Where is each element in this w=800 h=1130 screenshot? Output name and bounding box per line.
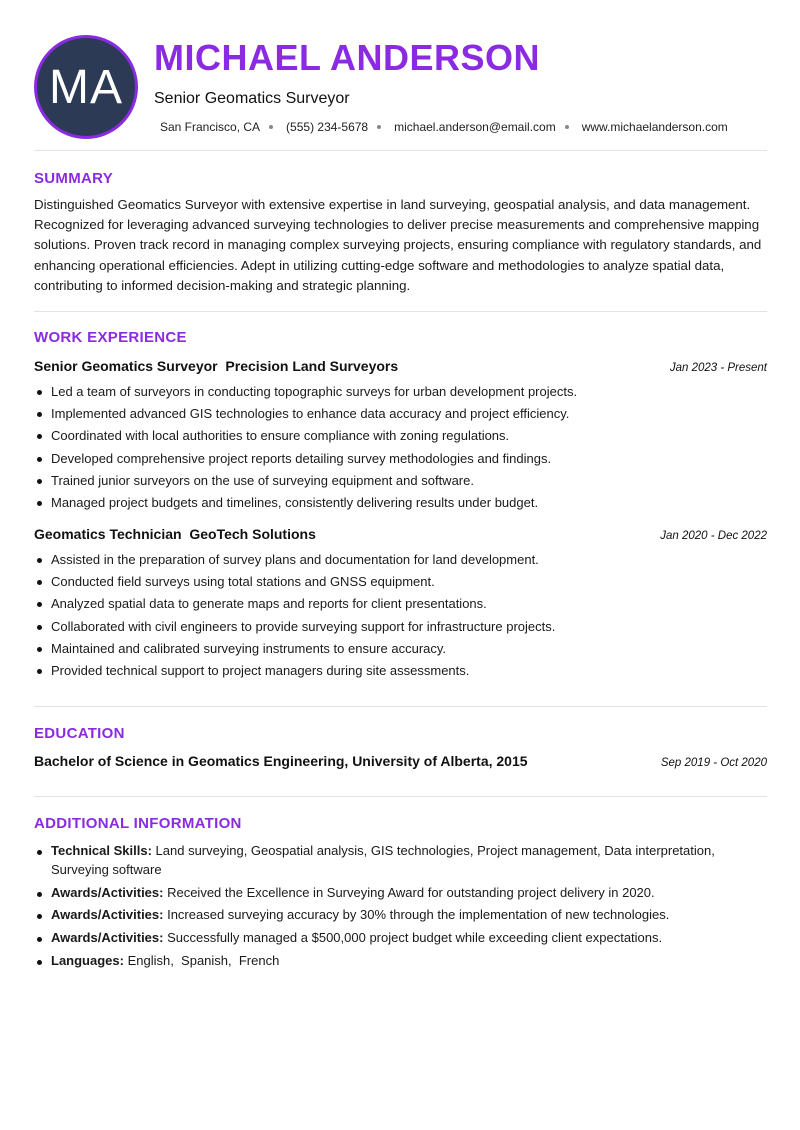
education-entry: [34, 753, 767, 769]
job-header: [34, 526, 767, 542]
candidate-name: MICHAEL ANDERSON: [154, 37, 541, 78]
job-bullets: [34, 549, 767, 682]
divider: [34, 796, 767, 797]
education-dates: Sep 2019 - Oct 2020: [660, 757, 767, 769]
contact-website[interactable]: www.michaelanderson.com: [581, 120, 728, 134]
item-label: Awards/Activities:: [51, 907, 164, 922]
item-text: Successfully managed a $500,000 project budget while exceeding client expectations.: [163, 929, 663, 945]
additional-heading: ADDITIONAL INFORMATION: [34, 815, 242, 832]
education-heading: EDUCATION: [34, 725, 125, 742]
contact-line: [160, 120, 728, 134]
list-item: Trained junior surveyors on the use of surveying equipment and software.: [34, 470, 767, 492]
list-item: [34, 883, 734, 902]
job-title: Geomatics Technician GeoTech Solutions: [34, 526, 316, 542]
list-item: Analyzed spatial data to generate maps and reports for client presentations.: [34, 593, 767, 615]
list-item: Provided technical support to project managers during site assessments.: [34, 660, 767, 682]
list-item: Developed comprehensive project reports detailing survey methodologies and findings.: [34, 448, 767, 470]
list-item: Conducted field surveys using total stations and GNSS equipment.: [34, 571, 767, 593]
separator-dot: [377, 125, 381, 129]
list-item: Collaborated with civil engineers to provide surveying support for infrastructure projects.: [34, 616, 767, 638]
list-item: Managed project budgets and timelines, consistently delivering results under budget.: [34, 492, 767, 514]
contact-email[interactable]: michael.anderson@email.com: [394, 120, 556, 134]
item-text: Land surveying, Geospatial analysis, GIS technologies, Project management, Data interpretation, Surveying software: [51, 843, 715, 877]
divider: [34, 706, 767, 707]
contact-phone: (555) 234-5678: [286, 120, 369, 134]
experience-heading: WORK EXPERIENCE: [34, 329, 187, 346]
job-header: [34, 358, 767, 374]
item-text: Received the Excellence in Surveying Award for outstanding project delivery in 2020.: [163, 884, 655, 900]
item-label: Technical Skills:: [51, 843, 152, 858]
item-text: Increased surveying accuracy by 30% through the implementation of new technologies.: [163, 907, 670, 922]
item-label: Awards/Activities:: [51, 929, 164, 945]
list-item: [34, 928, 734, 947]
avatar: [34, 35, 138, 139]
item-label: Awards/Activities:: [51, 884, 164, 900]
additional-list: [34, 841, 734, 973]
list-item: Implemented advanced GIS technologies to enhance data accuracy and project efficiency.: [34, 403, 767, 425]
candidate-role: Senior Geomatics Surveyor: [154, 90, 350, 107]
job-dates: Jan 2023 - Present: [669, 362, 767, 374]
contact-location: San Francisco, CA: [160, 120, 261, 134]
list-item: Led a team of surveyors in conducting topographic surveys for urban development projects.: [34, 381, 767, 403]
list-item: [34, 841, 734, 879]
item-text: English, Spanish, French: [123, 952, 280, 968]
divider: [34, 311, 767, 312]
separator-dot: [565, 125, 569, 129]
job-bullets: [34, 381, 767, 514]
item-label: Languages:: [51, 952, 124, 968]
avatar-initials: MA: [49, 60, 123, 114]
separator-dot: [269, 125, 273, 129]
job-dates: Jan 2020 - Dec 2022: [660, 530, 767, 542]
list-item: Maintained and calibrated surveying instruments to ensure accuracy.: [34, 638, 767, 660]
divider: [34, 150, 767, 151]
summary-text: Distinguished Geomatics Surveyor with extensive expertise in land surveying, geospatial analysis, and data management. Recognized for leveraging advanced surveying technologies to deliver precise measurements and comprehensive mapping solutions. Proven track record in managing complex surveying projects, ensuring compliance with regulatory standards, and enhancing operational efficiencies. Adept in utilizing cutting-edge software and methodologies to analyze spatial data, contributing to informed decision-making and strategic planning.: [34, 197, 762, 293]
summary-heading: SUMMARY: [34, 170, 114, 187]
job-title: Senior Geomatics Surveyor Precision Land Surveyors: [34, 358, 399, 374]
list-item: [34, 951, 734, 970]
list-item: Coordinated with local authorities to ensure compliance with zoning regulations.: [34, 425, 767, 447]
degree: Bachelor of Science in Geomatics Engineering, University of Alberta, 2015: [34, 753, 528, 769]
list-item: [34, 905, 734, 924]
list-item: Assisted in the preparation of survey plans and documentation for land development.: [34, 549, 767, 571]
